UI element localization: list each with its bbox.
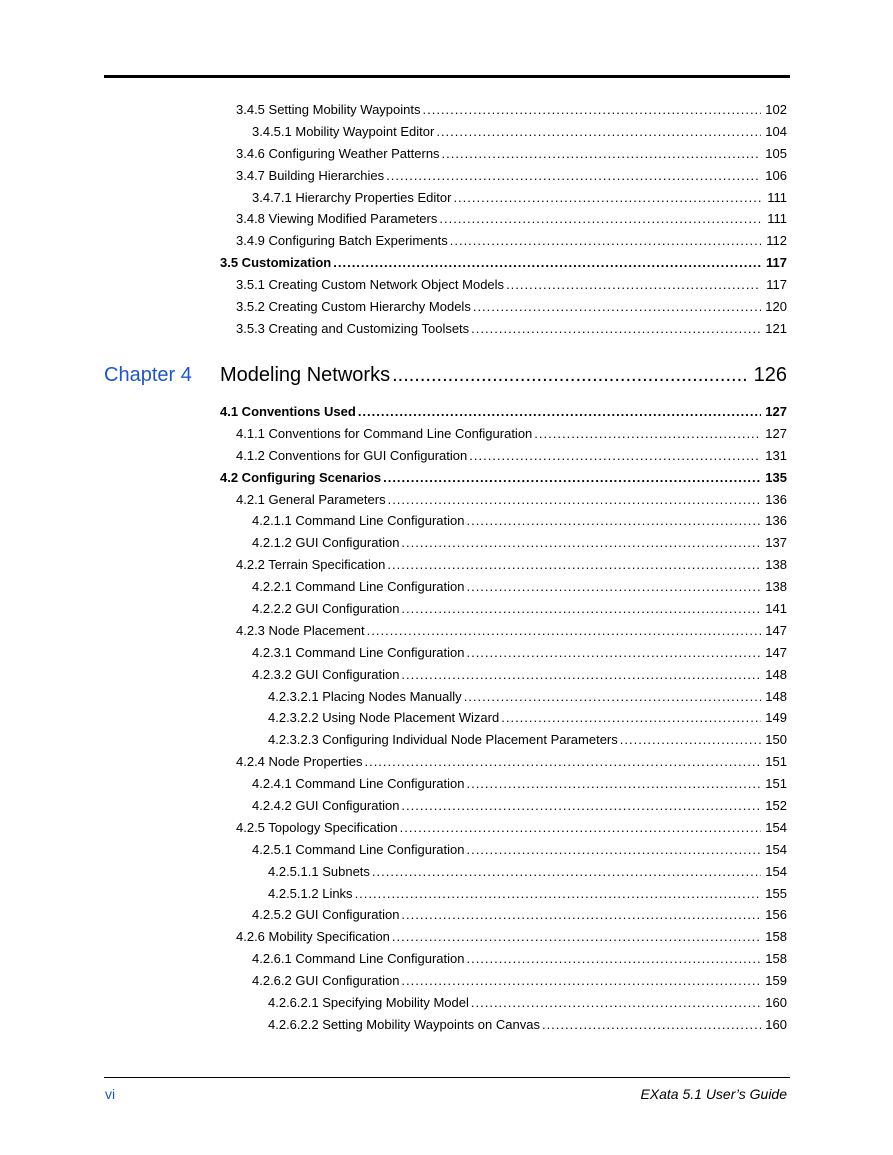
toc-entry[interactable] (220, 467, 787, 489)
toc-entry-title: 4.2.6 Mobility Specification (236, 929, 390, 945)
toc-entry-title: 4.2.6.2 GUI Configuration (252, 973, 400, 989)
toc-entry-title: 4.1 Conventions Used (220, 404, 356, 419)
toc-leader-dots (386, 165, 761, 187)
toc-entry-title: 3.5.3 Creating and Customizing Toolsets (236, 320, 470, 336)
toc-entry[interactable] (220, 598, 787, 620)
toc-entry[interactable] (220, 839, 787, 861)
toc-entry-title: 4.2.5.1.2 Links (268, 885, 353, 901)
footer-rule (104, 1077, 790, 1078)
toc-entry-title: 4.2.1 General Parameters (236, 491, 386, 507)
toc-entry-title: 4.1.2 Conventions for GUI Configuration (236, 447, 468, 463)
toc-entry-page: 154 (765, 819, 787, 835)
toc-entry-page: 121 (765, 320, 787, 336)
toc-entry[interactable] (220, 576, 787, 598)
toc-entry-page: 155 (765, 885, 787, 901)
toc-entry[interactable] (220, 121, 787, 143)
toc-entry-title: 4.2.2.2 GUI Configuration (252, 601, 400, 617)
toc-entry-page: 136 (765, 491, 787, 507)
toc-entry[interactable] (220, 883, 787, 905)
toc-leader-dots (466, 773, 761, 795)
toc-entry-page: 131 (765, 447, 787, 463)
toc-entry-title: 3.4.7.1 Hierarchy Properties Editor (252, 189, 452, 205)
toc-entry-title: 4.2.3.2 GUI Configuration (252, 666, 400, 682)
toc-leader-dots (501, 707, 761, 729)
toc-entry[interactable] (220, 510, 787, 532)
toc-leader-dots (372, 861, 761, 883)
toc-entry[interactable] (220, 143, 787, 165)
toc-entry-title: 3.4.8 Viewing Modified Parameters (236, 211, 438, 227)
toc-leader-dots (466, 948, 761, 970)
toc-entry[interactable] (220, 252, 787, 274)
toc-entry-title: 3.5 Customization (220, 255, 332, 271)
toc-leader-dots (466, 576, 761, 598)
toc-entry-page: 158 (765, 951, 787, 967)
toc-leader-dots (466, 510, 761, 532)
toc-leader-dots (439, 208, 761, 230)
toc-entry[interactable] (220, 707, 787, 729)
toc-leader-dots (401, 532, 761, 554)
toc-entry[interactable] (220, 642, 787, 664)
toc-entry-title: 4.2.2 Terrain Specification (236, 557, 386, 573)
toc-leader-dots (471, 992, 761, 1014)
toc-entry-title: 4.2.6.2.1 Specifying Mobility Model (268, 995, 469, 1011)
chapter-label: Chapter 4 (104, 364, 192, 386)
toc-entry-page: 106 (765, 167, 787, 183)
toc-entry-page: 148 (765, 666, 787, 682)
chapter-leader-dots (392, 364, 746, 387)
toc-leader-dots (367, 620, 761, 642)
toc-entry-title: 4.2.6.1 Command Line Configuration (252, 951, 465, 967)
toc-entry[interactable] (220, 729, 787, 751)
toc-leader-dots (534, 423, 761, 445)
toc-entry[interactable] (220, 773, 787, 795)
toc-leader-dots (358, 401, 761, 423)
toc-entry-page: 154 (765, 841, 787, 857)
toc-leader-dots (401, 970, 761, 992)
toc-entry[interactable] (220, 992, 787, 1014)
toc-entry[interactable] (220, 751, 787, 773)
toc-leader-dots (442, 143, 761, 165)
toc-section-before (220, 99, 787, 340)
toc-leader-dots (453, 187, 761, 209)
toc-entry-page: 135 (765, 469, 787, 485)
toc-entry-page: 151 (765, 754, 787, 770)
toc-entry-page: 152 (765, 798, 787, 814)
toc-entry[interactable] (220, 165, 787, 187)
toc-entry-page: 147 (765, 644, 787, 660)
toc-entry-page: 105 (765, 145, 787, 161)
toc-entry[interactable] (220, 230, 787, 252)
toc-entry-page: 127 (765, 425, 787, 441)
toc-entry-page: 138 (765, 579, 787, 595)
toc-entry[interactable] (220, 1014, 787, 1036)
toc-entry[interactable] (220, 99, 787, 121)
toc-entry-page: 141 (765, 601, 787, 617)
toc-entry-page: 160 (765, 1016, 787, 1032)
toc-section-after (220, 401, 787, 1036)
toc-entry[interactable] (220, 686, 787, 708)
toc-leader-dots (364, 751, 761, 773)
toc-entry[interactable] (220, 532, 787, 554)
toc-entry[interactable] (220, 970, 787, 992)
toc-entry-page: 158 (765, 929, 787, 945)
toc-entry-title: 4.2.3.2.1 Placing Nodes Manually (268, 688, 462, 704)
toc-entry-page: 111 (767, 211, 787, 227)
toc-entry-title: 4.2 Configuring Scenarios (220, 469, 382, 485)
toc-leader-dots (401, 904, 761, 926)
toc-leader-dots (401, 598, 761, 620)
toc-entry-title: 3.4.5.1 Mobility Waypoint Editor (252, 123, 435, 139)
toc-leader-dots (620, 729, 761, 751)
toc-leader-dots (466, 642, 761, 664)
toc-entry-page: 160 (765, 995, 787, 1011)
toc-entry[interactable] (220, 274, 787, 296)
toc-entry-title: 4.1.1 Conventions for Command Line Configuration (236, 425, 533, 441)
toc-leader-dots (401, 664, 761, 686)
chapter-page-number: 126 (753, 364, 787, 386)
toc-leader-dots (473, 296, 761, 318)
toc-entry-title: 3.4.5 Setting Mobility Waypoints (236, 102, 421, 117)
toc-entry-title: 3.4.6 Configuring Weather Patterns (236, 145, 440, 161)
toc-entry[interactable] (220, 904, 787, 926)
toc-entry-page: 159 (765, 973, 787, 989)
toc-entry[interactable] (220, 318, 787, 340)
toc-entry-title: 4.2.3.1 Command Line Configuration (252, 644, 465, 660)
toc-leader-dots (471, 318, 761, 340)
toc-leader-dots (388, 489, 761, 511)
toc-entry[interactable] (220, 861, 787, 883)
toc-leader-dots (436, 121, 761, 143)
toc-leader-dots (355, 883, 761, 905)
toc-entry-page: 120 (765, 299, 787, 315)
toc-leader-dots (400, 817, 761, 839)
chapter-title: Modeling Networks (220, 364, 391, 386)
toc-entry[interactable] (220, 445, 787, 467)
toc-entry-page: 148 (765, 688, 787, 704)
toc-entry-page: 104 (765, 123, 787, 139)
toc-entry-title: 4.2.2.1 Command Line Configuration (252, 579, 465, 595)
toc-leader-dots (333, 252, 761, 274)
toc-leader-dots (401, 795, 761, 817)
toc-entry-title: 4.2.5 Topology Specification (236, 819, 398, 835)
toc-entry-title: 3.5.2 Creating Custom Hierarchy Models (236, 299, 471, 315)
toc-entry-page: 136 (765, 513, 787, 529)
toc-leader-dots (387, 554, 761, 576)
toc-entry[interactable] (220, 401, 787, 423)
toc-entry-page: 102 (765, 102, 787, 117)
toc-entry[interactable] (220, 296, 787, 318)
toc-entry-title: 3.5.1 Creating Custom Network Object Models (236, 277, 505, 293)
toc-entry-page: 149 (765, 710, 787, 726)
toc-entry-title: 4.2.4.1 Command Line Configuration (252, 776, 465, 792)
toc-leader-dots (423, 99, 762, 121)
toc-entry[interactable] (220, 554, 787, 576)
chapter-heading[interactable] (104, 364, 787, 394)
footer-guide-title: EXata 5.1 User’s Guide (640, 1086, 787, 1102)
toc-entry-page: 112 (766, 233, 787, 249)
toc-entry-title: 4.2.4 Node Properties (236, 754, 363, 770)
toc-leader-dots (450, 230, 761, 252)
toc-entry[interactable] (220, 948, 787, 970)
toc-leader-dots (464, 686, 761, 708)
toc-leader-dots (542, 1014, 761, 1036)
toc-entry-page: 127 (765, 404, 787, 419)
toc-entry-page: 156 (765, 907, 787, 923)
toc-entry-page: 138 (765, 557, 787, 573)
toc-entry-page: 151 (765, 776, 787, 792)
toc-leader-dots (506, 274, 761, 296)
toc-entry-page: 117 (766, 277, 787, 293)
toc-entry-page: 150 (765, 732, 787, 748)
toc-entry-title: 4.2.3.2.2 Using Node Placement Wizard (268, 710, 500, 726)
toc-entry-page: 111 (767, 189, 787, 205)
toc-leader-dots (392, 926, 761, 948)
toc-entry-page: 117 (766, 255, 787, 271)
toc-entry[interactable] (220, 926, 787, 948)
toc-entry-title: 4.2.4.2 GUI Configuration (252, 798, 400, 814)
toc-entry-title: 4.2.5.2 GUI Configuration (252, 907, 400, 923)
toc-entry-title: 4.2.1.1 Command Line Configuration (252, 513, 465, 529)
toc-entry[interactable] (220, 817, 787, 839)
toc-entry[interactable] (220, 208, 787, 230)
toc-entry-title: 4.2.6.2.2 Setting Mobility Waypoints on Canvas (268, 1016, 540, 1032)
toc-entry-title: 4.2.1.2 GUI Configuration (252, 535, 400, 551)
toc-entry[interactable] (220, 620, 787, 642)
toc-leader-dots (469, 445, 761, 467)
toc-entry-title: 4.2.5.1 Command Line Configuration (252, 841, 465, 857)
toc-entry-page: 147 (765, 622, 787, 638)
toc-entry-title: 3.4.9 Configuring Batch Experiments (236, 233, 448, 249)
toc-entry[interactable] (220, 664, 787, 686)
toc-entry[interactable] (220, 489, 787, 511)
header-rule (104, 75, 790, 78)
toc-entry[interactable] (220, 187, 787, 209)
footer-page-label: vi (105, 1086, 116, 1102)
toc-entry-page: 137 (765, 535, 787, 551)
toc-entry[interactable] (220, 423, 787, 445)
toc-entry-title: 4.2.3.2.3 Configuring Individual Node Placement Parameters (268, 732, 618, 748)
toc-leader-dots (383, 467, 761, 489)
toc-entry-title: 4.2.5.1.1 Subnets (268, 863, 370, 879)
toc-leader-dots (466, 839, 761, 861)
toc-entry-page: 154 (765, 863, 787, 879)
toc-entry-title: 3.4.7 Building Hierarchies (236, 167, 385, 183)
toc-entry[interactable] (220, 795, 787, 817)
toc-entry-title: 4.2.3 Node Placement (236, 622, 365, 638)
